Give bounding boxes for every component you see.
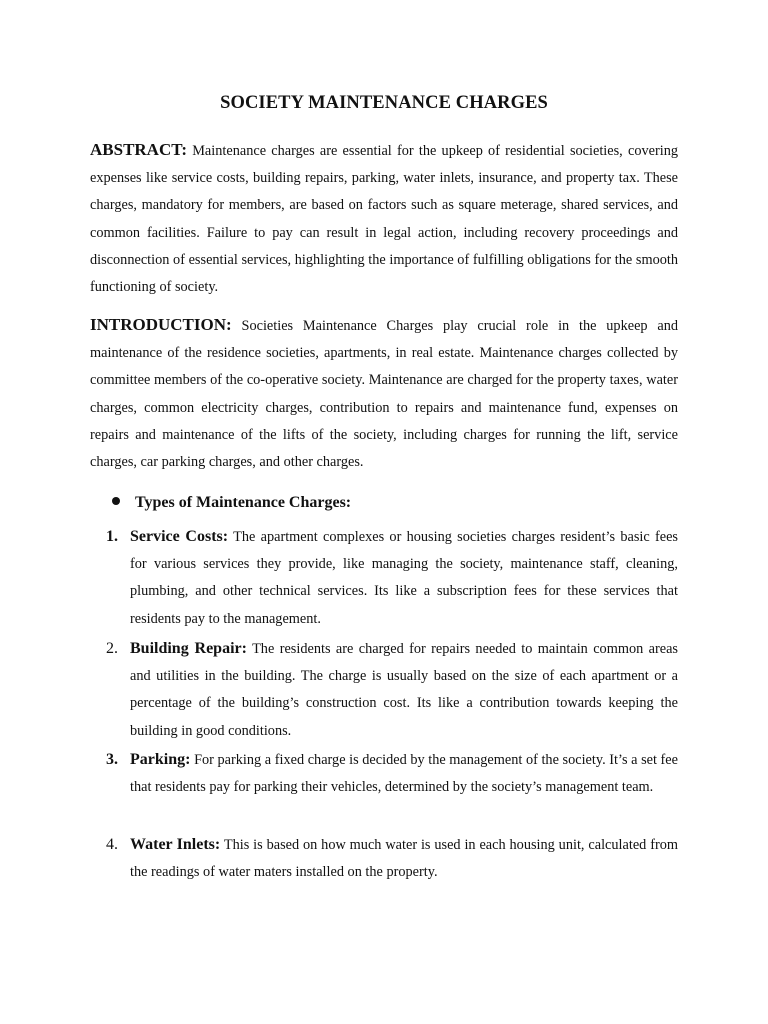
introduction-paragraph [90, 311, 678, 476]
abstract-label: ABSTRACT: [90, 140, 187, 159]
types-heading [112, 490, 351, 516]
introduction-label: INTRODUCTION: [90, 315, 232, 334]
list-item-heading: Parking: [130, 751, 191, 768]
abstract-paragraph [90, 136, 678, 301]
list-item-body [130, 831, 678, 886]
list-item-heading: Building Repair: [130, 640, 247, 657]
list-item-number: 4. [106, 836, 118, 853]
introduction-text: Societies Maintenance Charges play crucial role in the upkeep and maintenance of the residence societies, apartments, in real estate. Maintenance charges collected by committee members of the co-operative society. Maintenance are charged for the property taxes, water charges, common electricity charges, contribution to repairs and maintenance fund, expenses on repairs and maintenance of the lifts of the society, including charges for running the lift, service charges, car parking charges, and other charges. [90, 318, 679, 471]
list-item-body [130, 635, 678, 745]
types-heading-label: Types of Maintenance Charges: [135, 494, 352, 511]
bullet-icon [112, 497, 120, 505]
list-item-heading: Water Inlets: [130, 836, 221, 853]
list-item-number: 3. [106, 751, 118, 768]
list-item-heading: Service Costs: [130, 528, 229, 545]
list-item-text: The apartment complexes or housing societies charges resident’s basic fees for various services they provide, like managing the society, maintenance staff, cleaning, plumbing, and other technical services. Its like a subscription fees for these services that residents pay to the management. [130, 529, 678, 627]
page-title: SOCIETY MAINTENANCE CHARGES [220, 93, 548, 113]
list-item-text: The residents are charged for repairs needed to maintain common areas and utilities in the building. The charge is usually based on the size of each apartment or a percentage of the building’s construction cost. Its like a contribution towards keeping the building in good conditions. [130, 641, 678, 739]
list-item-number: 1. [106, 528, 118, 545]
list-item-text: For parking a fixed charge is decided by the management of the society. It’s a set fee that residents pay for parking their vehicles, determined by the society’s management team. [130, 752, 678, 796]
list-item-body [130, 523, 678, 633]
list-item-text: This is based on how much water is used in each housing unit, calculated from the readings of water maters installed on the property. [130, 837, 678, 881]
abstract-text: Maintenance charges are essential for the upkeep of residential societies, covering expenses like service costs, building repairs, parking, water inlets, insurance, and property tax. These charges, mandatory for members, are based on factors such as square meterage, shared services, and common facilities. Failure to pay can result in legal action, including recovery proceedings and disconnection of essential services, highlighting the importance of fulfilling obligations for the smooth functioning of society. [90, 143, 678, 296]
list-item-body [130, 746, 678, 801]
list-item-number: 2. [106, 640, 118, 657]
